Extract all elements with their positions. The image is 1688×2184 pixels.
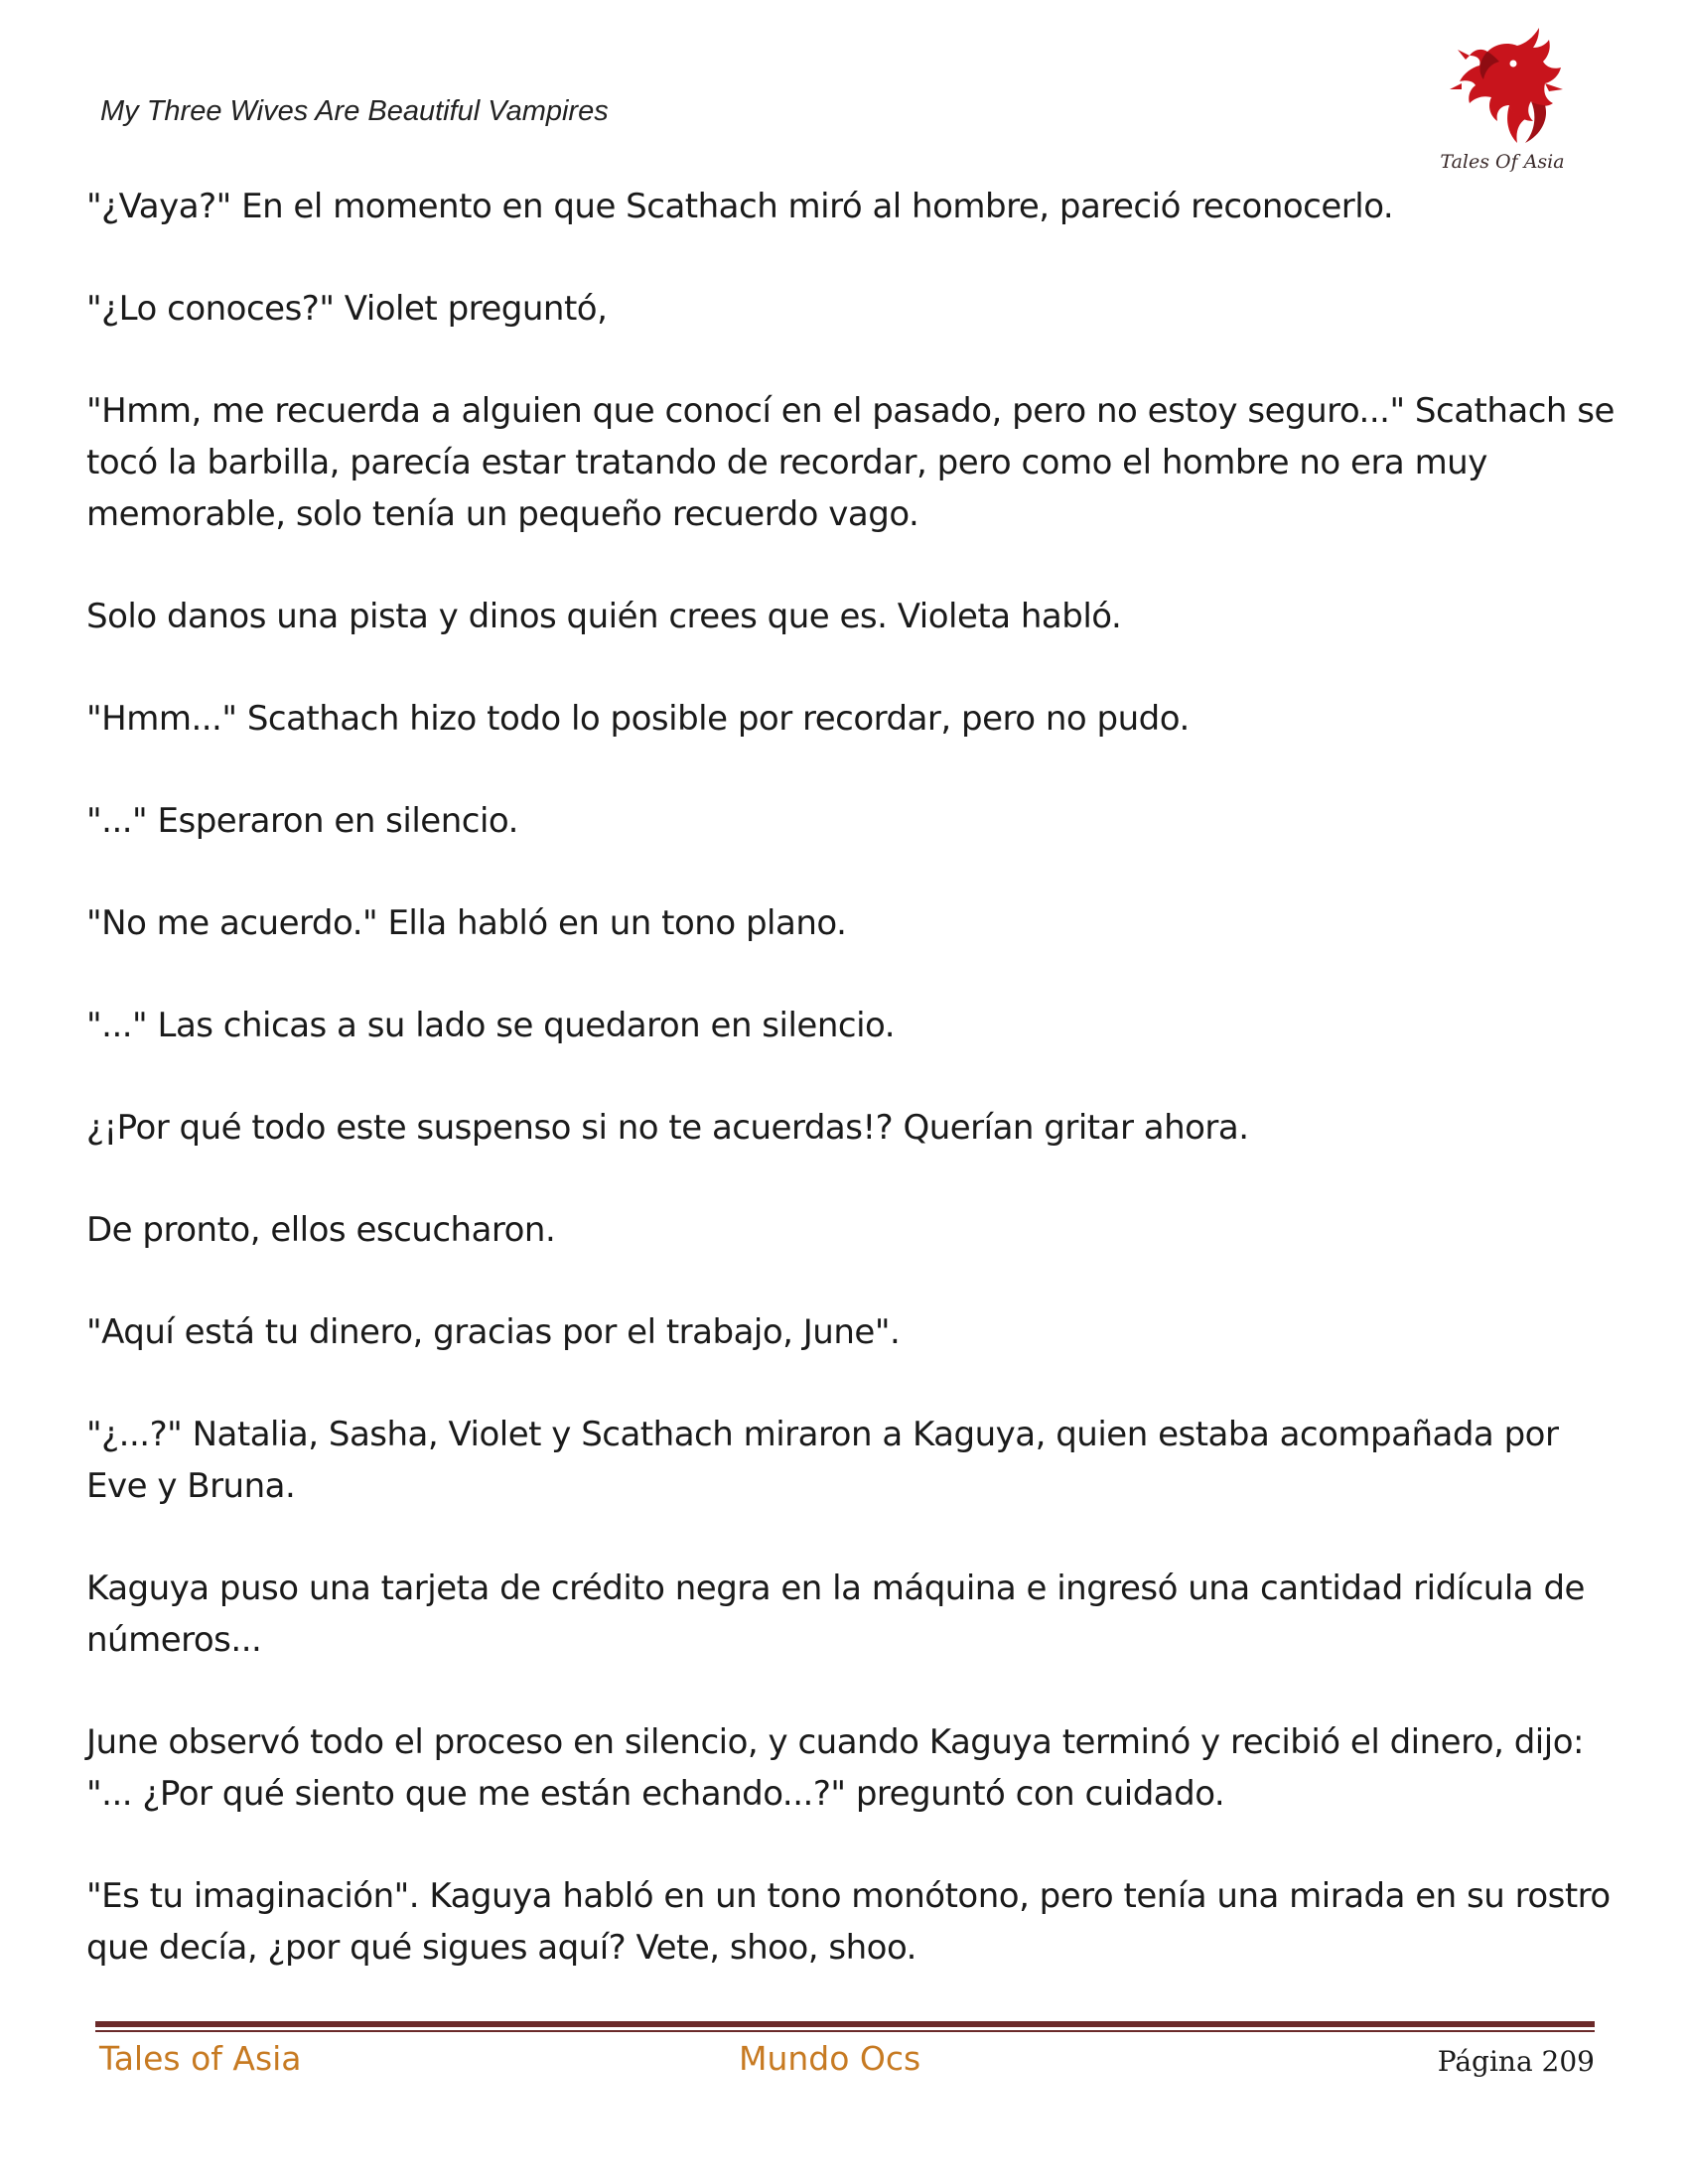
paragraph: De pronto, ellos escucharon.	[86, 1210, 556, 1250]
paragraph: "..." Las chicas a su lado se quedaron en silencio.	[86, 1006, 896, 1045]
paragraph: "¿...?" Natalia, Sasha, Violet y Scathach miraron a Kaguya, quien estaba acompañada por Eve y Bruna.	[86, 1415, 1559, 1506]
paragraph: "Hmm, me recuerda a alguien que conocí en el pasado, pero no estoy seguro..." Scathach se tocó la barbilla, parecía estar tratando de recordar, pero como el hombre no era muy memorable, solo tenía un pequeño recuerdo vago.	[86, 391, 1615, 534]
paragraph: ¿¡Por qué todo este suspenso si no te acuerdas!? Querían gritar ahora.	[86, 1108, 1249, 1148]
paragraph: "Aquí está tu dinero, gracias por el trabajo, June".	[86, 1312, 901, 1352]
red-dragon-logo-icon	[1422, 20, 1571, 154]
paragraph: June observó todo el proceso en silencio, y cuando Kaguya terminó y recibió el dinero, dijo: "... ¿Por qué siento que me están echando...?" preguntó con cuidado.	[86, 1722, 1584, 1814]
paragraph: Solo danos una pista y dinos quién crees que es. Violeta habló.	[86, 597, 1122, 636]
paragraph: "¿Lo conoces?" Violet preguntó,	[86, 289, 608, 329]
footer-divider-thick	[95, 2021, 1595, 2027]
chapter-body	[86, 181, 1616, 2024]
tales-of-asia-logo	[1422, 20, 1571, 181]
page-number: Página 209	[1437, 2045, 1595, 2078]
paragraph: "¿Vaya?" En el momento en que Scathach miró al hombre, pareció reconocerlo.	[86, 187, 1394, 226]
paragraph: Kaguya puso una tarjeta de crédito negra en la máquina e ingresó una cantidad ridícula de números...	[86, 1569, 1585, 1660]
footer-divider	[95, 2021, 1595, 2032]
footer-translator: Mundo Ocs	[739, 2039, 921, 2078]
logo-text: Tales Of Asia	[1440, 151, 1565, 173]
paragraph: "Hmm..." Scathach hizo todo lo posible por recordar, pero no pudo.	[86, 699, 1190, 739]
paragraph: "Es tu imaginación". Kaguya habló en un tono monótono, pero tenía una mirada en su rostro que decía, ¿por qué sigues aquí? Vete, shoo, shoo.	[86, 1876, 1611, 1968]
book-title: My Three Wives Are Beautiful Vampires	[100, 95, 609, 127]
paragraph: "No me acuerdo." Ella habló en un tono plano.	[86, 903, 847, 943]
footer-publisher: Tales of Asia	[99, 2039, 302, 2078]
paragraph: "..." Esperaron en silencio.	[86, 801, 518, 841]
footer-divider-thin	[95, 2030, 1595, 2032]
